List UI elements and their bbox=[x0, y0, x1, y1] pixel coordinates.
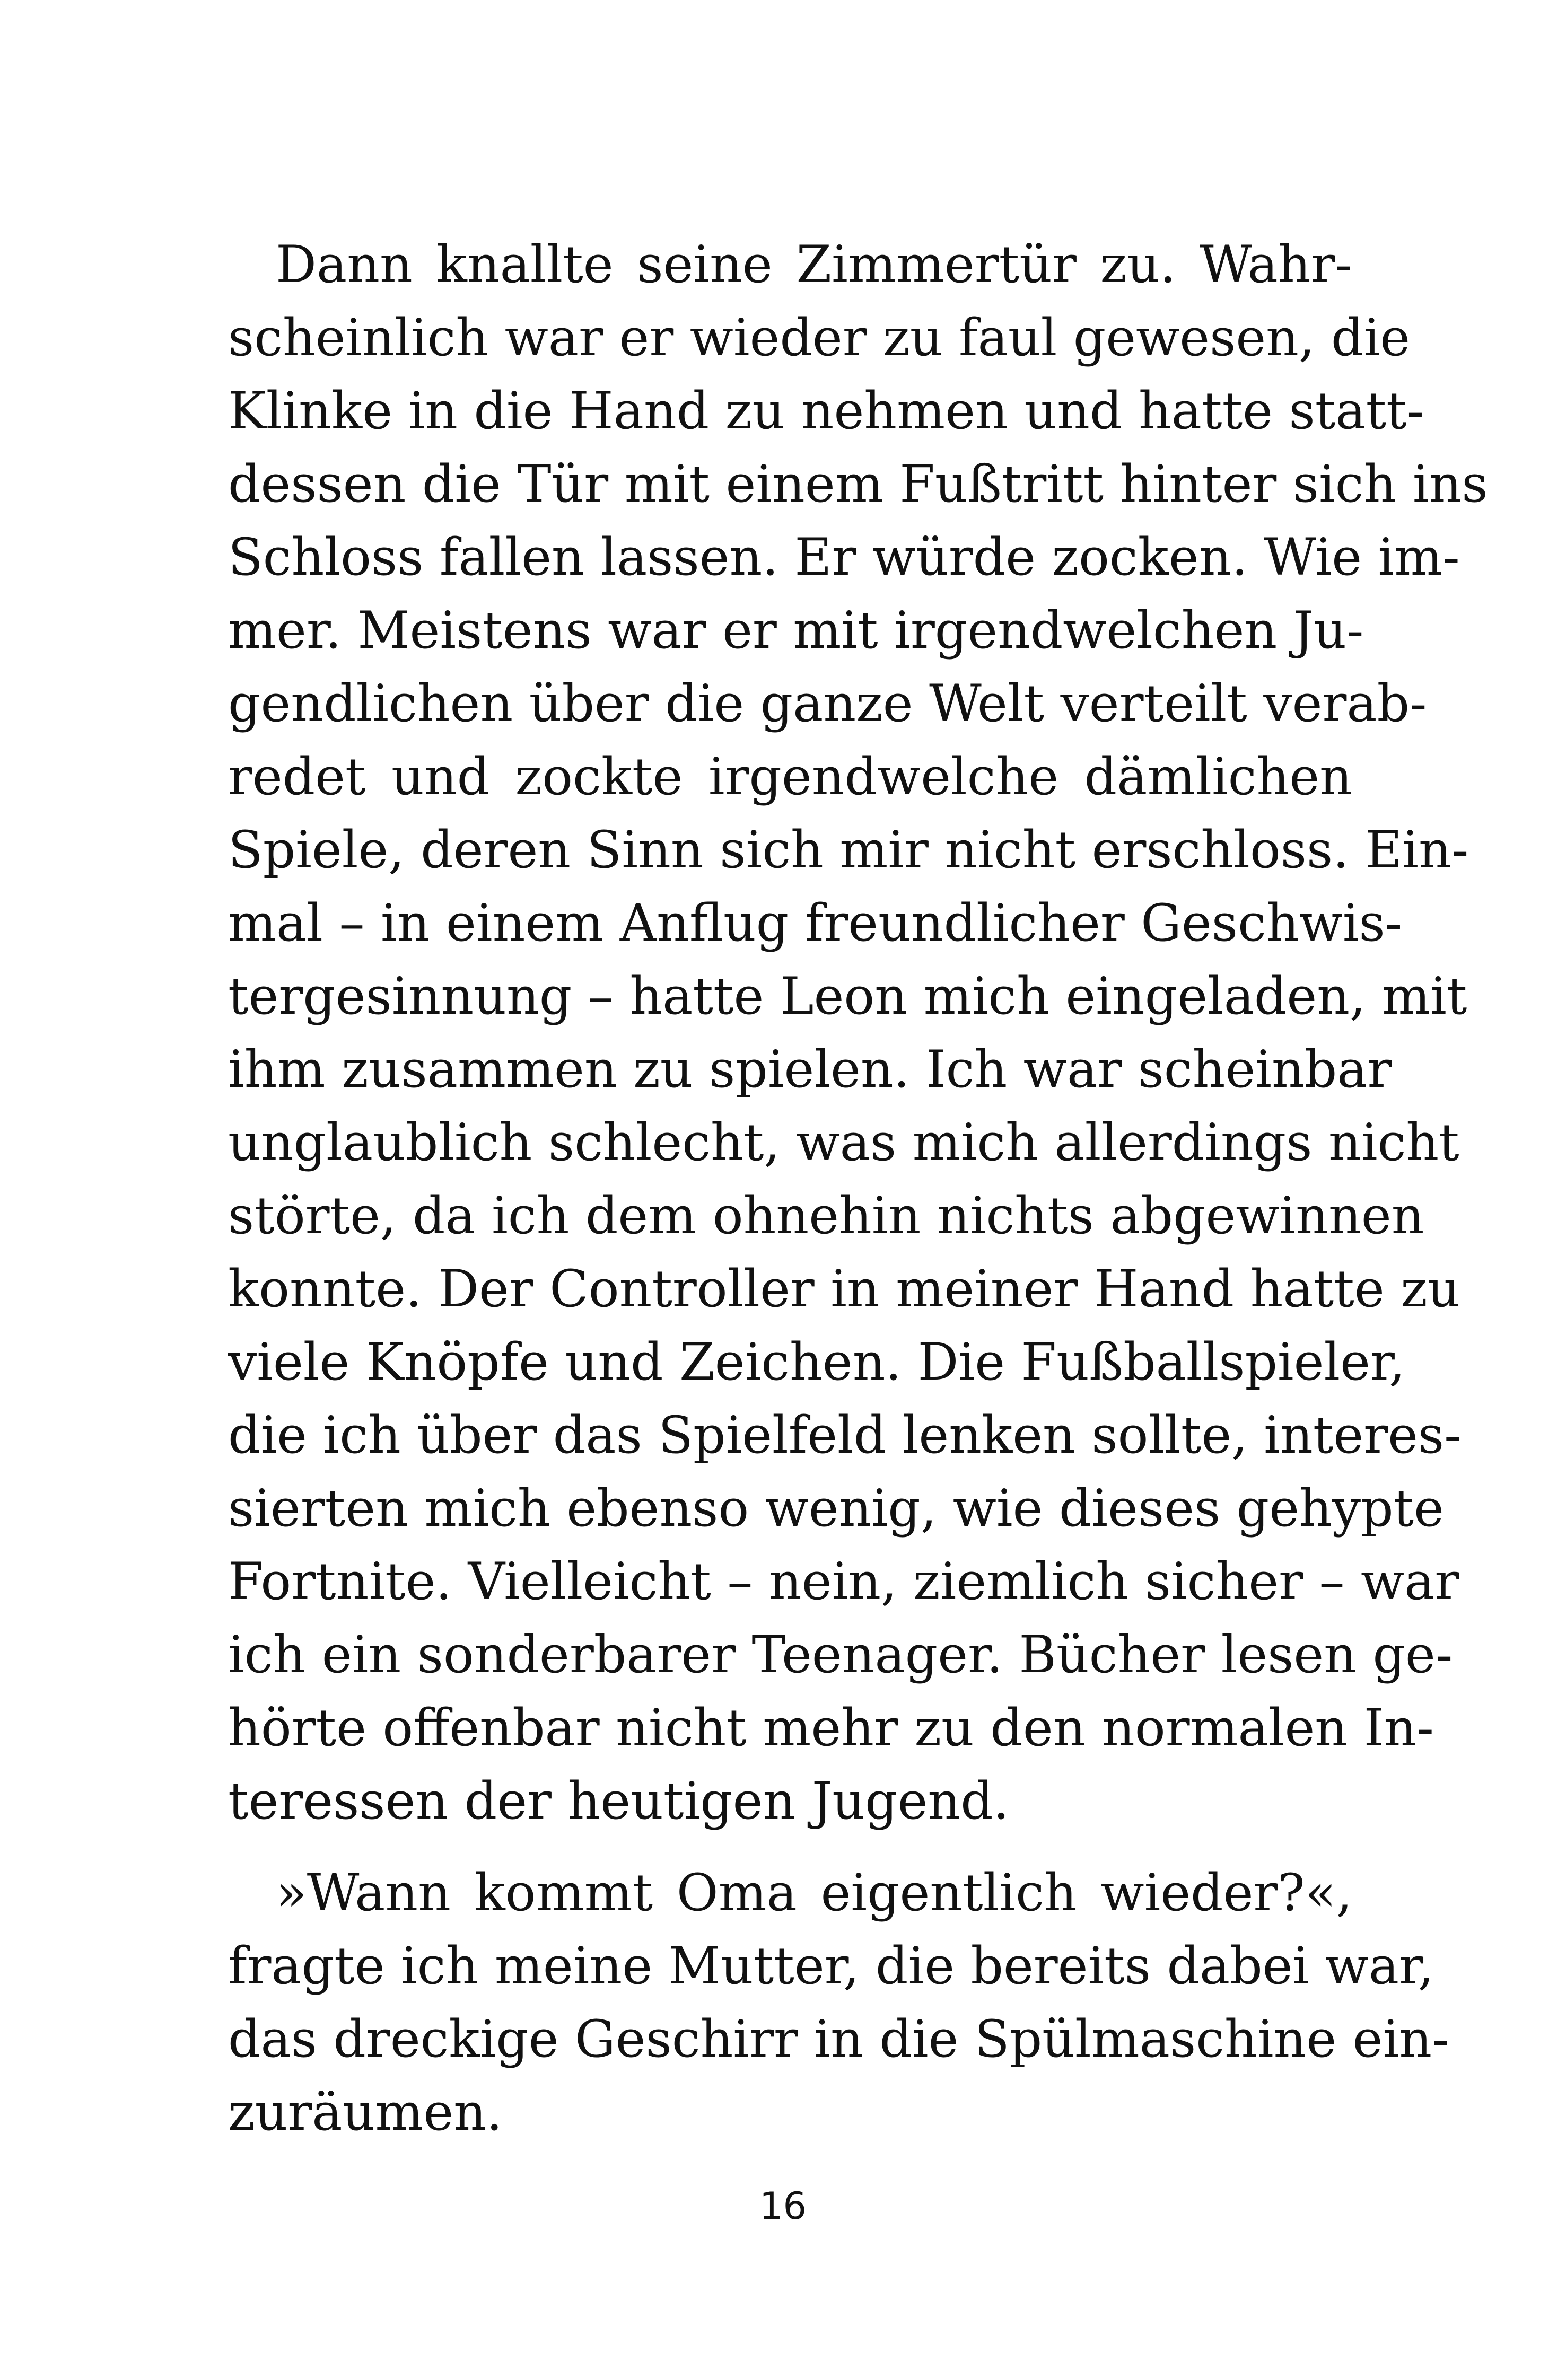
paragraph-1 bbox=[228, 228, 1488, 1838]
text-line: scheinlich war er wieder zu faul gewesen, die bbox=[228, 308, 1410, 367]
text-line: dessen die Tür mit einem Fußtritt hinter sich ins bbox=[228, 454, 1488, 514]
text-line: fragte ich meine Mutter, die bereits dabei war, bbox=[228, 1936, 1434, 1996]
paragraph-2 bbox=[228, 1856, 1449, 2149]
text-line: Fortnite. Vielleicht – nein, ziemlich sicher – war bbox=[228, 1552, 1459, 1611]
text-line: ihm zusammen zu spielen. Ich war scheinbar bbox=[228, 1040, 1392, 1099]
text-line: das dreckige Geschirr in die Spülmaschine ein- bbox=[228, 2009, 1449, 2069]
page-number: 16 bbox=[759, 2184, 807, 2228]
text-line: konnte. Der Controller in meiner Hand hatte zu bbox=[228, 1259, 1460, 1319]
text-line: mer. Meistens war er mit irgendwelchen Ju- bbox=[228, 601, 1364, 660]
text-line: störte, da ich dem ohnehin nichts abgewinnen bbox=[228, 1186, 1424, 1245]
paragraph-spacer bbox=[228, 1838, 1352, 1856]
text-line: zuräumen. bbox=[228, 2083, 503, 2142]
text-line: mal – in einem Anflug freundlicher Geschwis- bbox=[228, 893, 1403, 953]
text-line: »Wann kommt Oma eigentlich wieder?«, bbox=[276, 1863, 1352, 1922]
text-line: sierten mich ebenso wenig, wie dieses gehypte bbox=[228, 1479, 1444, 1538]
text-line: die ich über das Spielfeld lenken sollte, interes- bbox=[228, 1406, 1462, 1465]
text-line: hörte offenbar nicht mehr zu den normalen In- bbox=[228, 1698, 1434, 1758]
text-line: tergesinnung – hatte Leon mich eingeladen, mit bbox=[228, 967, 1467, 1026]
text-line: Spiele, deren Sinn sich mir nicht erschloss. Ein- bbox=[228, 820, 1469, 880]
text-line: ich ein sonderbarer Teenager. Bücher lesen ge- bbox=[228, 1625, 1453, 1684]
text-line: viele Knöpfe und Zeichen. Die Fußballspieler, bbox=[228, 1332, 1405, 1392]
text-line: redet und zockte irgendwelche dämlichen bbox=[228, 747, 1352, 806]
text-line: teressen der heutigen Jugend. bbox=[228, 1771, 1010, 1831]
text-line: unglaublich schlecht, was mich allerdings nicht bbox=[228, 1113, 1459, 1172]
body-text bbox=[228, 228, 1488, 2149]
text-line: gendlichen über die ganze Welt verteilt verab- bbox=[228, 674, 1427, 733]
text-line: Klinke in die Hand zu nehmen und hatte statt- bbox=[228, 381, 1424, 441]
text-line: Schloss fallen lassen. Er würde zocken. Wie im- bbox=[228, 528, 1460, 587]
text-line: Dann knallte seine Zimmertür zu. Wahr- bbox=[276, 235, 1352, 294]
